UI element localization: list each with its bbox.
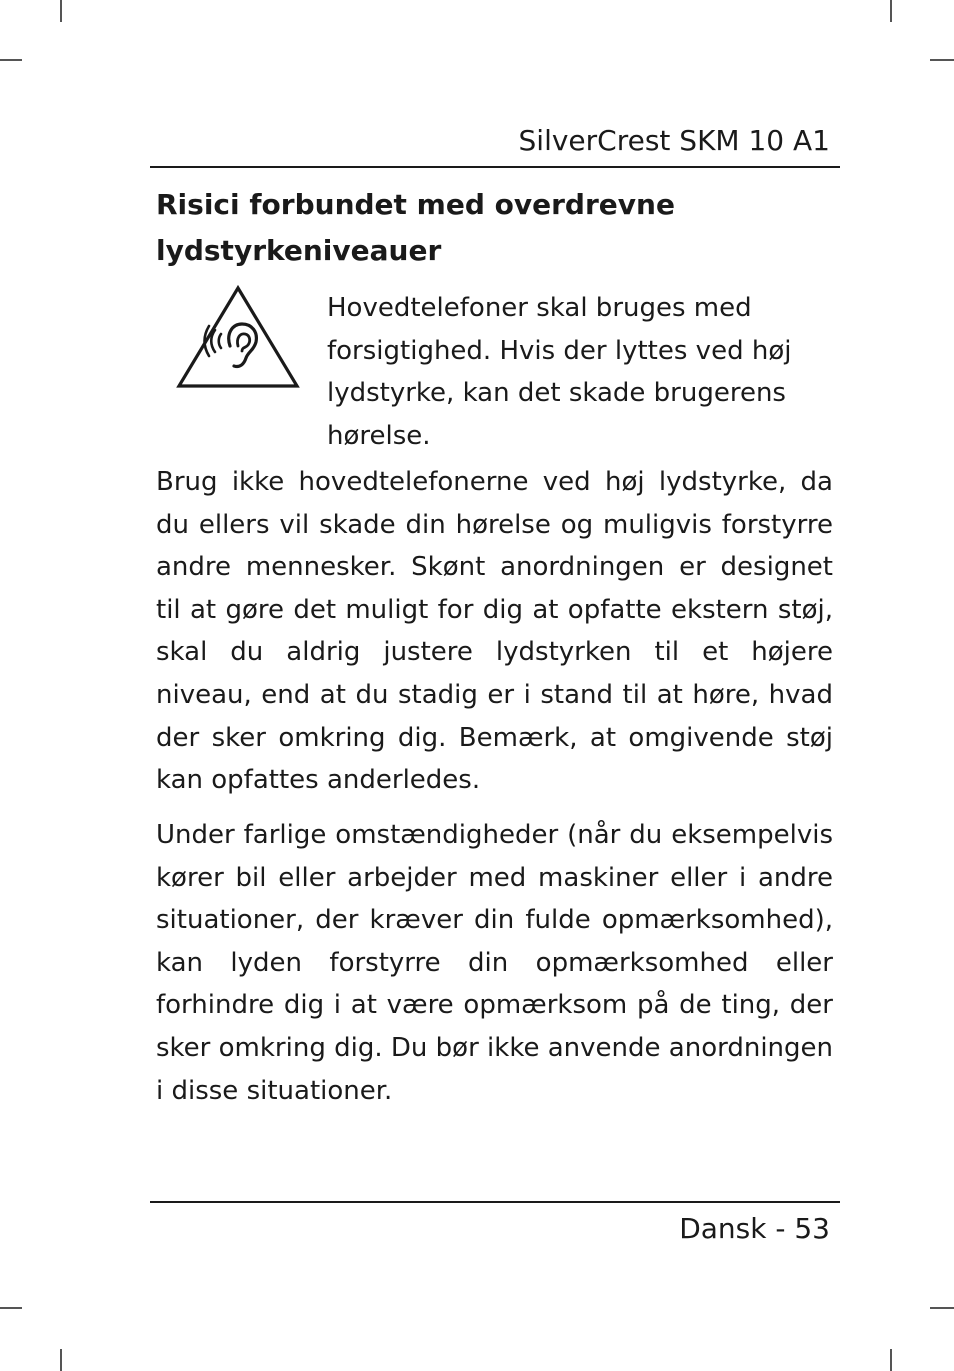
crop-mark [60, 1349, 62, 1371]
crop-mark [890, 1349, 892, 1371]
hearing-damage-warning-icon [176, 284, 300, 390]
body-paragraph: Under farlige omstændigheder (når du eksempelvis kører bil eller arbejder med maskiner eller i andre situationer, der kræver din fulde opmærksomhed), kan lyden forstyrre din opmærksomhed eller forhindre dig i at være opmærksom på de ting, der sker omkring dig. Du bør ikke anvende anordningen i disse situationer. [156, 820, 833, 1106]
crop-mark [930, 1307, 954, 1309]
crop-mark [0, 1307, 22, 1309]
footer-rule [150, 1201, 840, 1203]
crop-mark [930, 59, 954, 61]
section-heading: Risici forbundet med overdrevne lydstyrkeniveauer [156, 188, 675, 267]
header-rule [150, 166, 840, 168]
crop-mark [890, 0, 892, 22]
header-title: SilverCrest SKM 10 A1 [518, 124, 830, 157]
crop-mark [0, 59, 22, 61]
page-number: Dansk - 53 [679, 1212, 830, 1245]
body-paragraph: Brug ikke hovedtelefonerne ved høj lydstyrke, da du ellers vil skade din hørelse og muligvis forstyrre andre mennesker. Skønt anordningen er designet til at gøre det muligt for dig at opfatte ekstern støj, skal du aldrig justere lydstyrken til et højere niveau, end at du stadig er i stand til at høre, hvad der sker omkring dig. Bemærk, at omgivende støj kan opfattes anderledes. [156, 467, 833, 796]
warning-text: Hovedtelefoner skal bruges med forsigtighed. Hvis der lyttes ved høj lydstyrke, kan det skade brugerens hørelse. [327, 293, 792, 451]
crop-mark [60, 0, 62, 22]
